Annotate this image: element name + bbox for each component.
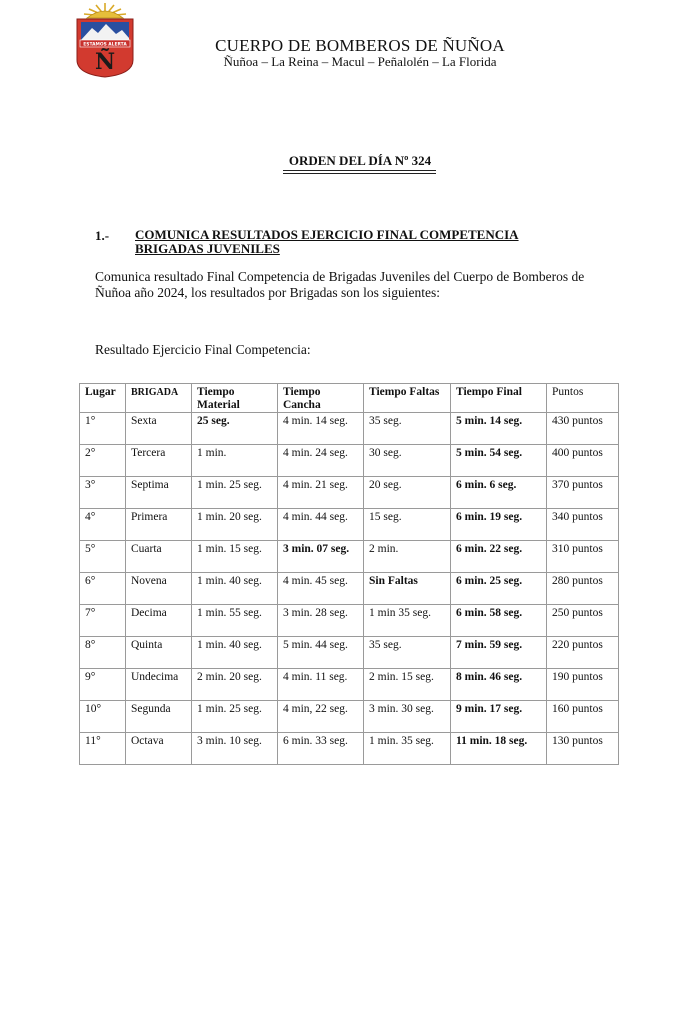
cell-lugar: 1° (80, 413, 126, 445)
cell-lugar: 10° (80, 701, 126, 733)
organization-name: CUERPO DE BOMBEROS DE ÑUÑOA (215, 36, 505, 55)
cell-brigada: Decima (126, 605, 192, 637)
fire-department-logo (74, 2, 136, 78)
cell-tiempo-final: 6 min. 6 seg. (451, 477, 547, 509)
header-brigada: BRIGADA (126, 384, 192, 413)
cell-puntos: 250 puntos (547, 605, 619, 637)
results-table (79, 383, 619, 765)
cell-lugar: 9° (80, 669, 126, 701)
section-intro: Comunica resultado Final Competencia de Brigadas Juveniles del Cuerpo de Bomberos de Ñuñoa año 2024, los resultados por Brigadas son los siguientes: (95, 269, 585, 300)
cell-tiempo-material: 1 min. 15 seg. (192, 541, 278, 573)
cell-tiempo-cancha: 4 min. 21 seg. (278, 477, 364, 509)
cell-tiempo-material: 1 min. 55 seg. (192, 605, 278, 637)
cell-brigada: Undecima (126, 669, 192, 701)
header-tiempo-final: Tiempo Final (451, 384, 547, 413)
cell-lugar: 6° (80, 573, 126, 605)
cell-tiempo-final: 5 min. 14 seg. (451, 413, 547, 445)
cell-brigada: Novena (126, 573, 192, 605)
cell-tiempo-cancha: 4 min. 24 seg. (278, 445, 364, 477)
cell-lugar: 5° (80, 541, 126, 573)
double-rule-divider (283, 168, 436, 178)
cell-tiempo-final: 6 min. 25 seg. (451, 573, 547, 605)
table-header-row (80, 384, 619, 413)
cell-puntos: 220 puntos (547, 637, 619, 669)
header-puntos: Puntos (547, 384, 619, 413)
cell-tiempo-faltas: 30 seg. (364, 445, 451, 477)
cell-tiempo-material: 1 min. 40 seg. (192, 637, 278, 669)
cell-puntos: 370 puntos (547, 477, 619, 509)
logo-motto: ESTAMOS ALERTA (83, 42, 127, 48)
table-row (80, 477, 619, 509)
results-label: Resultado Ejercicio Final Competencia: (95, 342, 311, 357)
organization-communes: Ñuñoa – La Reina – Macul – Peñalolén – La Florida (223, 54, 497, 69)
cell-tiempo-final: 6 min. 22 seg. (451, 541, 547, 573)
cell-brigada: Tercera (126, 445, 192, 477)
cell-tiempo-final: 11 min. 18 seg. (451, 733, 547, 765)
cell-puntos: 400 puntos (547, 445, 619, 477)
cell-tiempo-cancha: 4 min. 11 seg. (278, 669, 364, 701)
header-tiempo-cancha: Tiempo Cancha (278, 384, 364, 413)
section-title: COMUNICA RESULTADOS EJERCICIO FINAL COMPETENCIA BRIGADAS JUVENILES (135, 227, 519, 256)
logo-letter: Ñ (94, 49, 116, 75)
cell-tiempo-faltas: 1 min. 35 seg. (364, 733, 451, 765)
cell-puntos: 130 puntos (547, 733, 619, 765)
table-row (80, 701, 619, 733)
cell-tiempo-cancha: 4 min. 14 seg. (278, 413, 364, 445)
cell-tiempo-final: 5 min. 54 seg. (451, 445, 547, 477)
cell-lugar: 7° (80, 605, 126, 637)
cell-tiempo-faltas: 2 min. (364, 541, 451, 573)
cell-tiempo-cancha: 6 min. 33 seg. (278, 733, 364, 765)
table-row (80, 733, 619, 765)
cell-brigada: Octava (126, 733, 192, 765)
cell-tiempo-material: 1 min. 25 seg. (192, 477, 278, 509)
cell-tiempo-material: 1 min. 25 seg. (192, 701, 278, 733)
cell-tiempo-material: 1 min. 40 seg. (192, 573, 278, 605)
cell-puntos: 160 puntos (547, 701, 619, 733)
cell-puntos: 430 puntos (547, 413, 619, 445)
cell-brigada: Segunda (126, 701, 192, 733)
cell-puntos: 340 puntos (547, 509, 619, 541)
cell-tiempo-faltas: 2 min. 15 seg. (364, 669, 451, 701)
cell-tiempo-cancha: 3 min. 28 seg. (278, 605, 364, 637)
cell-tiempo-faltas: 1 min 35 seg. (364, 605, 451, 637)
cell-tiempo-material: 1 min. (192, 445, 278, 477)
table-row (80, 541, 619, 573)
cell-tiempo-cancha: 5 min. 44 seg. (278, 637, 364, 669)
header-lugar: Lugar (80, 384, 126, 413)
cell-tiempo-faltas: 15 seg. (364, 509, 451, 541)
cell-tiempo-material: 25 seg. (192, 413, 278, 445)
cell-puntos: 280 puntos (547, 573, 619, 605)
cell-tiempo-faltas: 35 seg. (364, 413, 451, 445)
cell-lugar: 4° (80, 509, 126, 541)
cell-puntos: 190 puntos (547, 669, 619, 701)
header-tiempo-faltas: Tiempo Faltas (364, 384, 451, 413)
cell-tiempo-cancha: 4 min. 44 seg. (278, 509, 364, 541)
order-title: ORDEN DEL DÍA Nº 324 (288, 153, 432, 168)
table-row (80, 445, 619, 477)
cell-brigada: Sexta (126, 413, 192, 445)
table-row (80, 509, 619, 541)
cell-brigada: Quinta (126, 637, 192, 669)
cell-tiempo-cancha: 4 min, 22 seg. (278, 701, 364, 733)
cell-tiempo-material: 3 min. 10 seg. (192, 733, 278, 765)
cell-brigada: Cuarta (126, 541, 192, 573)
cell-tiempo-faltas: 20 seg. (364, 477, 451, 509)
cell-lugar: 8° (80, 637, 126, 669)
cell-tiempo-final: 6 min. 19 seg. (451, 509, 547, 541)
table-row (80, 413, 619, 445)
cell-tiempo-final: 9 min. 17 seg. (451, 701, 547, 733)
results-table-body (80, 413, 619, 765)
cell-tiempo-final: 8 min. 46 seg. (451, 669, 547, 701)
cell-tiempo-final: 6 min. 58 seg. (451, 605, 547, 637)
cell-tiempo-final: 7 min. 59 seg. (451, 637, 547, 669)
cell-tiempo-cancha: 4 min. 45 seg. (278, 573, 364, 605)
cell-tiempo-faltas: 3 min. 30 seg. (364, 701, 451, 733)
table-row (80, 637, 619, 669)
cell-tiempo-cancha: 3 min. 07 seg. (278, 541, 364, 573)
cell-tiempo-material: 1 min. 20 seg. (192, 509, 278, 541)
table-row (80, 573, 619, 605)
cell-puntos: 310 puntos (547, 541, 619, 573)
table-row (80, 669, 619, 701)
cell-brigada: Primera (126, 509, 192, 541)
header-tiempo-material: Tiempo Material (192, 384, 278, 413)
cell-lugar: 2° (80, 445, 126, 477)
cell-tiempo-faltas: Sin Faltas (364, 573, 451, 605)
cell-tiempo-material: 2 min. 20 seg. (192, 669, 278, 701)
table-row (80, 605, 619, 637)
cell-lugar: 3° (80, 477, 126, 509)
cell-lugar: 11° (80, 733, 126, 765)
section-number: 1.- (95, 228, 110, 243)
cell-brigada: Septima (126, 477, 192, 509)
cell-tiempo-faltas: 35 seg. (364, 637, 451, 669)
